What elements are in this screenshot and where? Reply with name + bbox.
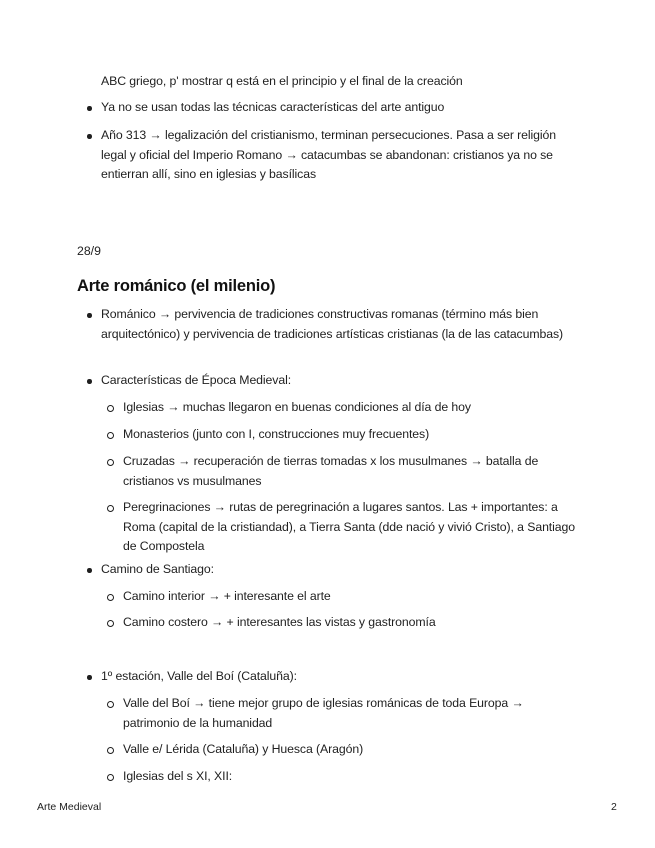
sub-list-item-text: Iglesias del s XI, XII: (123, 769, 233, 783)
list-item-text: Ya no se usan todas las técnicas características del arte antiguo (101, 100, 445, 114)
list-item-text: Año 313 → legalización del cristianismo, terminan persecuciones. Pasa a ser religión legal y oficial del Imperio Romano → catacumbas se abandonan: cristianos ya no se entierran allí, sino en iglesias y basílicas (101, 128, 557, 181)
section-heading: Arte románico (el milenio) (77, 277, 276, 295)
bullet-circle (107, 774, 114, 781)
list-item-text: Camino de Santiago: (101, 562, 214, 576)
bullet-dot (87, 675, 92, 680)
bullet-circle (107, 747, 114, 754)
list-item-text: Románico → pervivencia de tradiciones constructivas romanas (término más bien arquitectónico) y pervivencia de tradiciones artísticas cristianas (la de las catacumbas) (101, 307, 564, 341)
continuation-text: ABC griego, p' mostrar q está en el principio y el final de la creación (101, 74, 463, 88)
list-item-text: Características de Época Medieval: (101, 373, 292, 387)
bullet-circle (107, 505, 114, 512)
bullet-circle (107, 432, 114, 439)
bullet-circle (107, 620, 114, 627)
sub-list-item-text: Valle e/ Lérida (Cataluña) y Huesca (Aragón) (123, 742, 364, 756)
bullet-dot (87, 379, 92, 384)
bullet-dot (87, 106, 92, 111)
footer-title: Arte Medieval (37, 801, 102, 813)
sub-list-item-text: Valle del Boí → tiene mejor grupo de iglesias románicas de toda Europa → patrimonio de la humanidad (123, 696, 524, 730)
page-number: 2 (611, 801, 617, 813)
bullet-circle (107, 701, 114, 708)
bullet-dot (87, 134, 92, 139)
sub-list-item-text: Camino costero → + interesantes las vistas y gastronomía (123, 615, 436, 629)
sub-list-item-text: Camino interior → + interesante el arte (123, 589, 331, 603)
bullet-dot (87, 313, 92, 318)
sub-list-item-text: Monasterios (junto con I, construcciones muy frecuentes) (123, 427, 430, 441)
sub-list-item-text: Cruzadas → recuperación de tierras tomadas x los musulmanes → batalla de cristianos vs musulmanes (123, 454, 539, 488)
bullet-circle (107, 405, 114, 412)
bullet-dot (87, 568, 92, 573)
sub-list-item-text: Iglesias → muchas llegaron en buenas condiciones al día de hoy (123, 400, 471, 414)
bullet-circle (107, 594, 114, 601)
list-item-text: 1º estación, Valle del Boí (Cataluña): (101, 669, 297, 683)
sub-list-item-text: Peregrinaciones → rutas de peregrinación a lugares santos. Las + importantes: a Roma (capital de la cristiandad), a Tierra Santa (dde nació y vivió Cristo), a Santiago de Compostela (123, 500, 575, 553)
bullet-circle (107, 459, 114, 466)
date-label: 28/9 (77, 244, 101, 258)
